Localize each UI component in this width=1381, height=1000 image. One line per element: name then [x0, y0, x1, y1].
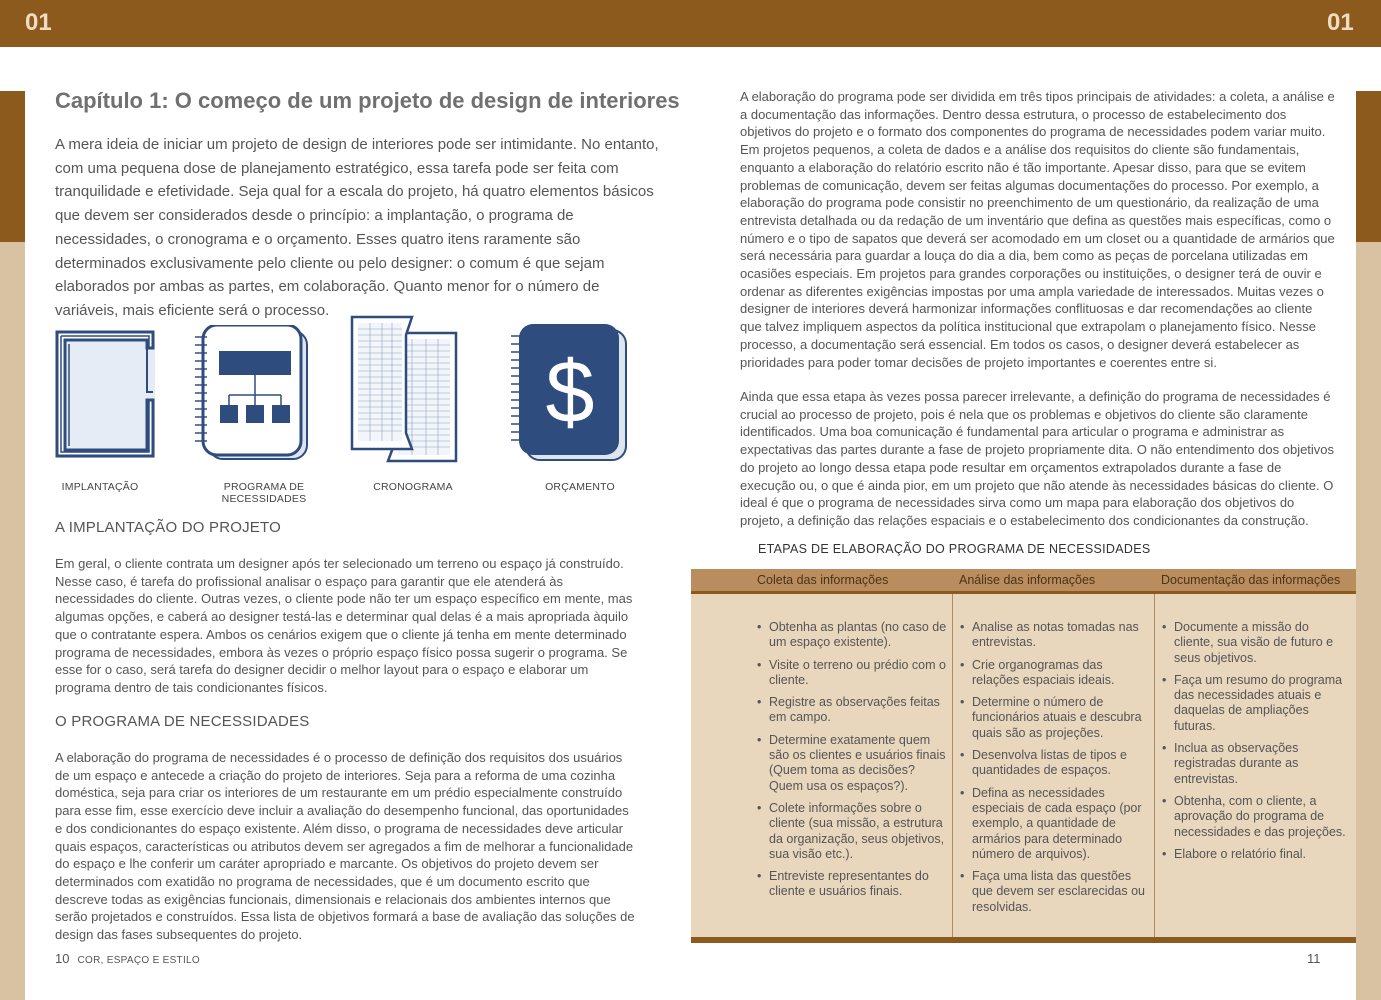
list-item: • Obtenha, com o cliente, a aprovação do programa de necessidades e das projeções.	[1162, 794, 1348, 840]
list-item: • Analise as notas tomadas nas entrevistas.	[960, 620, 1146, 651]
caption-implantacao: IMPLANTAÇÃO	[61, 481, 139, 493]
table-column-documentacao	[1162, 620, 1348, 869]
list-item: • Obtenha as plantas (no caso de um espaço existente).	[757, 620, 947, 651]
right-paragraph-1: A elaboração do programa pode ser dividida em três tipos principais de atividades: a coleta, a análise e a documentação das informações. Dentro dessa estrutura, o processo de estabelecimento dos objetivos do projeto e o formato dos componentes do programa de necessidades podem variar muito. Em projetos pequenos, a coleta de dados e a análise dos requisitos do cliente são fundamentais, enquanto a elaboração do relatório escrito não é tão importante. Apesar disso, para que se evitem problemas de comunicação, devem ser feitas algumas documentações do processo. Por exemplo, a elaboração do programa pode consistir no preenchimento de um questionário, da realização de uma entrevista detalhada ou da redação de um inventário que defina as questões mais específicas, como o número e o tipo de sapatos que deverá ser acomodado em um closet ou a quantidade de armários que será necessária para guardar a louça do dia a dia, bem como as peças de porcelana utilizadas em ocasiões especiais. Em projetos para grandes corporações ou instituições, o designer terá de ouvir e ordenar as diferentes exigências impostas por uma ampla variedade de interessados. Muitas vezes o designer de interiores deverá harmonizar informações conflituosas e dar recomendações ao cliente que talvez impliquem aspectos da política institucional que extrapolam o planejamento físico. Nesse processo, a documentação será essencial. Em todos os casos, o designer deverá estabelecer as prioridades para poder tomar decisões de projeto importantes e coerentes entre si.	[740, 89, 1335, 370]
caption-cronograma: CRONOGRAMA	[373, 481, 453, 493]
list-item: • Colete informações sobre o cliente (sua missão, a estrutura da organização, seus objetivos, sua visão etc.).	[757, 801, 947, 862]
chapter-number-left: 01	[25, 9, 52, 36]
section-text-programa: A elaboração do programa de necessidades é o processo de definição dos requisitos dos usuários de um espaço e antecede a criação do projeto de interiores. Seja para a reforma de uma cozinha doméstica, seja para criar os interiores de um restaurante em um prédio especialmente construído para esse fim, esse exercício deve incluir a avaliação do desempenho funcional, das oportunidades e dos condicionantes do espaço existente. Além disso, o programa de necessidades deve articular quais espaços, características ou atributos devem ser agregados a fim de melhorar a funcionalidade do espaço e lhe conferir um caráter apropriado e marcante. Os objetivos do projeto devem ser determinados com exatidão no programa de necessidades, que é um documento escrito que descreve todas as exigências funcionais, dimensionais e relacionais dos ambientes internos que serão projetados e construídos. Essa lista de objetivos formará a base de avaliação das soluções de design das fases subsequentes do projeto.	[55, 750, 635, 943]
page-number-left: 10	[55, 951, 70, 966]
list-item: • Faça uma lista das questões que devem ser esclarecidas ou resolvidas.	[960, 869, 1146, 915]
table-column-divider	[952, 594, 953, 937]
svg-text:$: $	[545, 342, 595, 441]
dollar-notebook-icon	[510, 324, 630, 462]
intro-paragraph: A mera ideia de iniciar um projeto de design de interiores pode ser intimidante. No entanto, com uma pequena dose de planejamento estratégico, essa tarefa pode ser feita com tranquilidade e efetividade. Seja qual for a escala do projeto, há quatro elementos básicos que devem ser considerados desde o princípio: a implantação, o programa de necessidades, o cronograma e o orçamento. Esses quatro itens raramente são determinados exclusivamente pelo cliente ou pelo designer: o comum é que sejam elaborados por ambas as partes, em colaboração. Quanto menor for o número de variáveis, mais eficiente será o processo.	[55, 136, 659, 319]
list-item: • Determine o número de funcionários atuais e descubra quais são as projeções.	[960, 695, 1146, 741]
list-item: • Documente a missão do cliente, sua visão de futuro e seus objetivos.	[1162, 620, 1348, 666]
right-margin-band	[1356, 242, 1381, 1000]
list-item: • Inclua as observações registradas durante as entrevistas.	[1162, 741, 1348, 787]
caption-orcamento: ORÇAMENTO	[545, 481, 615, 493]
table-header-coleta: Coleta das informações	[757, 573, 889, 587]
chapter-number-right: 01	[1327, 9, 1354, 36]
page-number-right: 11	[1307, 951, 1321, 966]
floor-plan-icon	[55, 330, 159, 462]
table-bottom-rule	[691, 937, 1356, 943]
right-paragraph-2: Ainda que essa etapa às vezes possa parecer irrelevante, a definição do programa de necessidades é crucial ao processo de projeto, pois é nela que os problemas e objetivos do cliente são claramente identificados. Uma boa comunicação é fundamental para articular o programa e administrar as expectativas das partes durante a fase de projeto propriamente dita. O não entendimento dos objetivos do projeto ao longo dessa etapa pode resultar em orçamentos extrapolados durante a fase de execução ou, o que é ainda pior, em um projeto que não atende às necessidades básicas do cliente. O ideal é que o programa de necessidades sirva como um mapa para elaboração dos objetivos do projeto, a definição das relações espaciais e o estabelecimento dos condicionantes da construção.	[740, 389, 1335, 528]
table-header-analise: Análise das informações	[959, 573, 1096, 587]
schedule-sheets-icon	[350, 315, 458, 463]
list-item: • Defina as necessidades especiais de cada espaço (por exemplo, a quantidade de armários para determinado número de arquivos).	[960, 786, 1146, 862]
left-margin-tab	[0, 91, 25, 242]
section-heading-programa: O PROGRAMA DE NECESSIDADES	[55, 713, 310, 730]
list-item: • Registre as observações feitas em campo.	[757, 695, 947, 726]
table-header-documentacao: Documentação das informações	[1161, 573, 1341, 587]
section-text-implantacao: Em geral, o cliente contrata um designer após ter selecionado um terreno ou espaço já construído. Nesse caso, é tarefa do profissional analisar o espaço para garantir que ele atenderá às necessidades do cliente. Outras vezes, o cliente pode não ter um espaço específico em mente, mas algumas opções, e caberá ao designer testá-las e determinar qual delas é a mais apropriada àquilo que o contratante espera. Ambos os cenários exigem que o cliente já tenha em mente determinado programa de necessidades, embora às vezes o próprio espaço físico possa sugerir o programa. Se esse for o caso, será tarefa do designer decidir o melhor layout para o espaço e elaborar um programa dentro de tais condicionantes físicos.	[55, 556, 633, 695]
list-item: • Crie organogramas das relações espaciais ideais.	[960, 658, 1146, 689]
right-margin-tab	[1356, 91, 1381, 242]
table-column-divider	[1154, 594, 1155, 937]
list-item: • Visite o terreno ou prédio com o cliente.	[757, 658, 947, 689]
table-column-analise	[960, 620, 1146, 922]
footer-left	[55, 951, 200, 966]
table-title: ETAPAS DE ELABORAÇÃO DO PROGRAMA DE NECESSIDADES	[758, 542, 1151, 556]
list-item: • Faça um resumo do programa das necessidades atuais e daquelas de ampliações futuras.	[1162, 673, 1348, 734]
chapter-title: Capítulo 1: O começo de um projeto de design de interiores	[55, 88, 680, 113]
header-bar	[0, 0, 1381, 47]
list-item: • Elabore o relatório final.	[1162, 847, 1348, 862]
organization-chart-icon	[195, 325, 310, 462]
list-item: • Entreviste representantes do cliente e usuários finais.	[757, 869, 947, 900]
left-margin-band	[0, 242, 25, 1000]
list-item: • Determine exatamente quem são os clientes e usuários finais (Quem toma as decisões? Quem usa os espaços?).	[757, 733, 947, 794]
table-column-coleta	[757, 620, 947, 907]
list-item: • Desenvolva listas de tipos e quantidades de espaços.	[960, 748, 1146, 779]
book-title: COR, ESPAÇO E ESTILO	[77, 955, 200, 966]
section-heading-implantacao: A IMPLANTAÇÃO DO PROJETO	[55, 519, 281, 536]
caption-programa: PROGRAMA DE NECESSIDADES	[221, 481, 307, 505]
